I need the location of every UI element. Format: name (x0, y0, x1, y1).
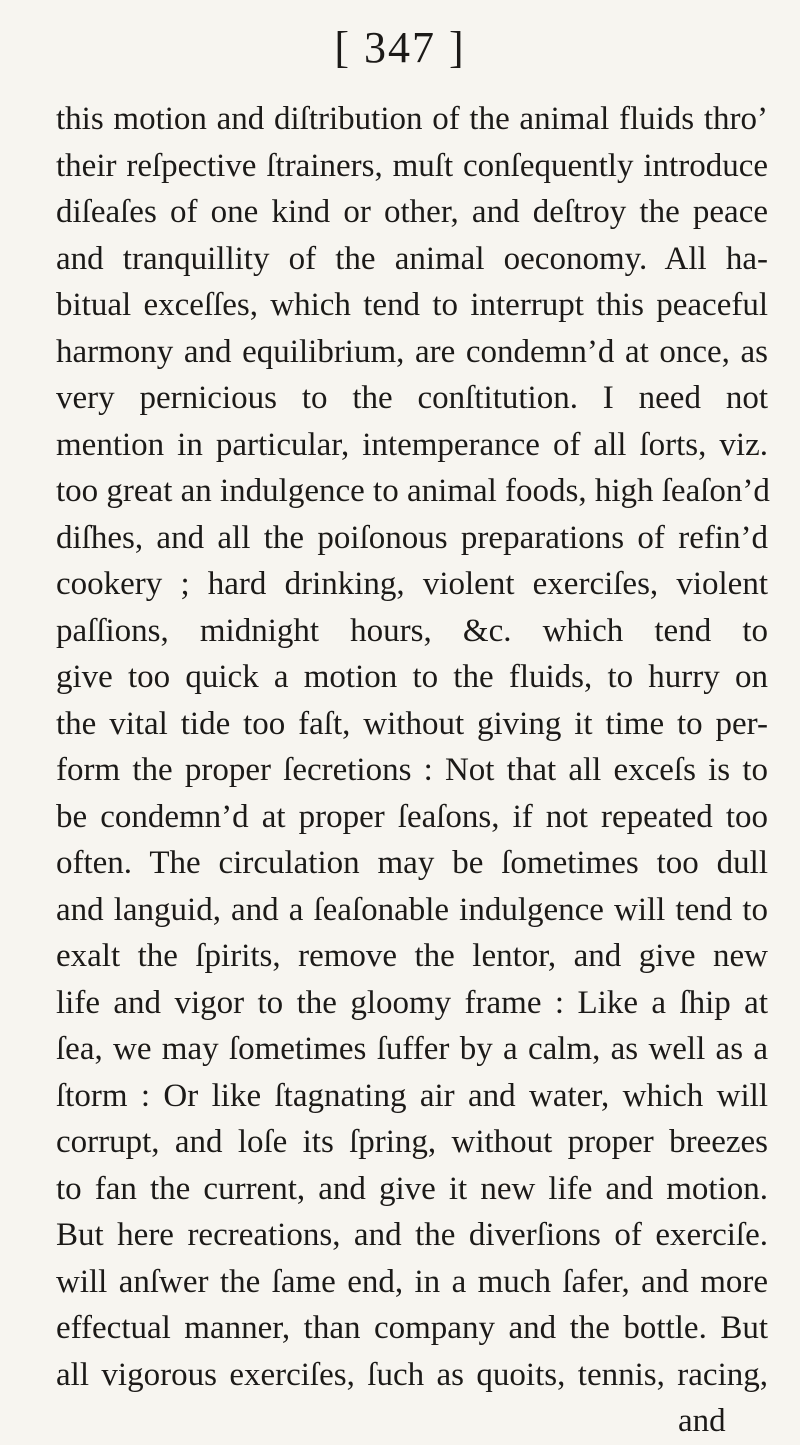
text-line: and tranquillity of the animal oeconomy. All ha- (56, 240, 768, 277)
text-line: often. The circulation may be ſometimes too dull (56, 845, 768, 881)
text-line: harmony and equilibrium, are condemn’d at once, as (56, 333, 768, 370)
body-text (56, 96, 768, 1445)
text-line: ſea, we may ſometimes ſuffer by a calm, as well as a (56, 1031, 768, 1067)
text-line: and languid, and a ſeaſonable indulgence will tend to (56, 891, 768, 928)
page-number-header: [ 347 ] (334, 23, 466, 72)
text-line: paſſions, midnight hours, &c. which tend to (56, 612, 768, 649)
text-line: bitual exceſſes, which tend to interrupt this peaceful (56, 287, 768, 323)
text-line: exalt the ſpirits, remove the lentor, and give new (56, 938, 768, 974)
text-line: their reſpective ſtrainers, muſt conſequently introduce (56, 147, 768, 184)
text-line: this motion and diſtribution of the animal fluids thro’ (56, 101, 768, 137)
catchword: and (678, 1403, 726, 1439)
text-line: be condemn’d at proper ſeaſons, if not repeated too (56, 798, 768, 835)
text-line: ſtorm : Or like ſtagnating air and water, which will (56, 1077, 768, 1114)
text-line: diſhes, and all the poiſonous preparations of refin’d (56, 519, 768, 556)
text-line: all vigorous exerciſes, ſuch as quoits, tennis, racing, (56, 1356, 768, 1393)
text-line: cookery ; hard drinking, violent exerciſes, violent (56, 566, 768, 602)
text-line: But here recreations, and the diverſions of exerciſe. (56, 1217, 768, 1253)
text-line: diſeaſes of one kind or other, and deſtroy the peace (56, 194, 768, 230)
text-line: the vital tide too faſt, without giving it time to per- (56, 705, 768, 742)
text-line: to fan the current, and give it new life and motion. (56, 1170, 768, 1207)
text-line: mention in particular, intemperance of all ſorts, viz. (56, 426, 768, 463)
text-line: corrupt, and loſe its ſpring, without proper breezes (56, 1124, 768, 1160)
text-line: very pernicious to the conſtitution. I need not (56, 380, 768, 416)
text-line: life and vigor to the gloomy frame : Like a ſhip at (56, 984, 768, 1021)
text-line: effectual manner, than company and the bottle. But (56, 1310, 768, 1346)
text-line: too great an indulgence to animal foods, high ſeaſon’d (56, 473, 770, 509)
text-line: give too quick a motion to the fluids, to hurry on (56, 659, 768, 695)
text-line: will anſwer the ſame end, in a much ſafer, and more (56, 1263, 768, 1300)
text-line: form the proper ſecretions : Not that all exceſs is to (56, 752, 768, 788)
